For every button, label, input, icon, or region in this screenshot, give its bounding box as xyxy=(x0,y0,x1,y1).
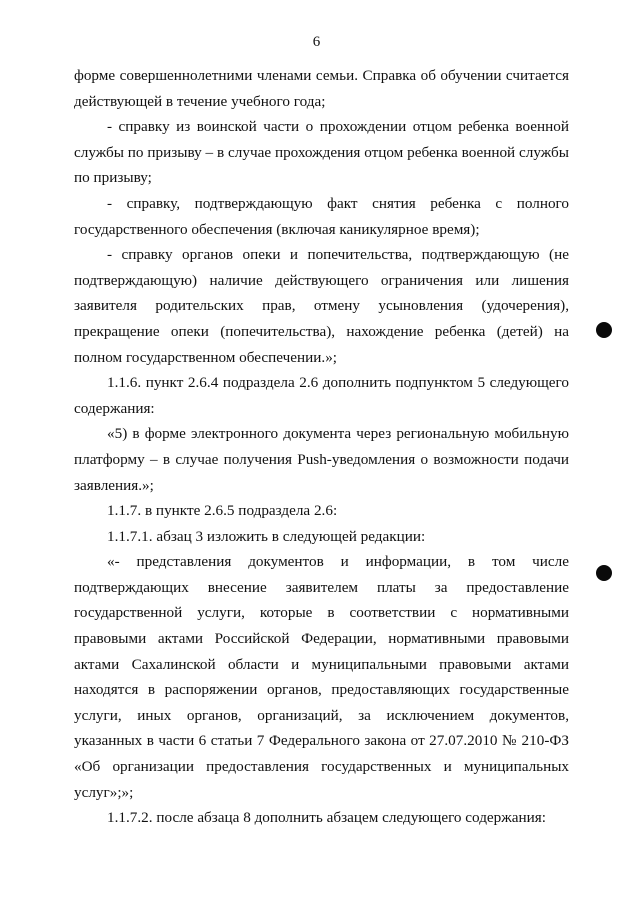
binder-hole-icon xyxy=(596,322,612,338)
document-body xyxy=(74,63,569,831)
paragraph-subitem-5: «5) в форме электронного документа через региональную мобильную платформу – в случае получения Push-уведомления о возможности подачи заявления.»; xyxy=(74,425,569,494)
paragraph-military-certificate: - справку из воинской части о прохождении отцом ребенка военной службы по призыву – в случае прохождения отцом ребенка военной службы по призыву; xyxy=(74,118,569,187)
paragraph-guardianship-certificate: - справку органов опеки и попечительства, подтверждающую (не подтверждающую) наличие действующего ограничения или лишения заявителя родительских прав, отмену усыновления (удочерения), прекращение опеки (попечительства), нахождение ребенка (детей) на полном государственном обеспечении.»; xyxy=(74,246,569,366)
paragraph-new-wording: «- представления документов и информации, в том числе подтверждающих внесение заявителем платы за предоставление государственной услуги, которые в соответствии с нормативными правовыми актами Российской Федерации, нормативными правовыми актами Сахалинской области и муниципальными правовыми актами находятся в распоряжении органов, предоставляющих государственные услуги, иных органов, организаций, за исключением документов, указанных в части 6 статьи 7 Федерального закона от 27.07.2010 № 210-ФЗ «Об организации предоставления государственных и муниципальных услуг»;»; xyxy=(74,553,569,801)
paragraph-item-1-1-7-2: 1.1.7.2. после абзаца 8 дополнить абзацем следующего содержания: xyxy=(107,809,546,827)
binder-hole-icon xyxy=(596,565,612,581)
paragraph-item-1-1-7-1: 1.1.7.1. абзац 3 изложить в следующей редакции: xyxy=(107,527,426,545)
page-number: 6 xyxy=(312,34,321,50)
paragraph-item-1-1-7: 1.1.7. в пункте 2.6.5 подраздела 2.6: xyxy=(107,502,338,520)
paragraph-state-support-certificate: - справку, подтверждающую факт снятия ребенка с полного государственного обеспечения (включая каникулярное время); xyxy=(74,194,569,238)
paragraph-continuation: форме совершеннолетними членами семьи. Справка об обучении считается действующей в течение учебного года; xyxy=(74,67,569,110)
paragraph-item-1-1-6: 1.1.6. пункт 2.6.4 подраздела 2.6 дополнить подпунктом 5 следующего содержания: xyxy=(74,374,569,417)
